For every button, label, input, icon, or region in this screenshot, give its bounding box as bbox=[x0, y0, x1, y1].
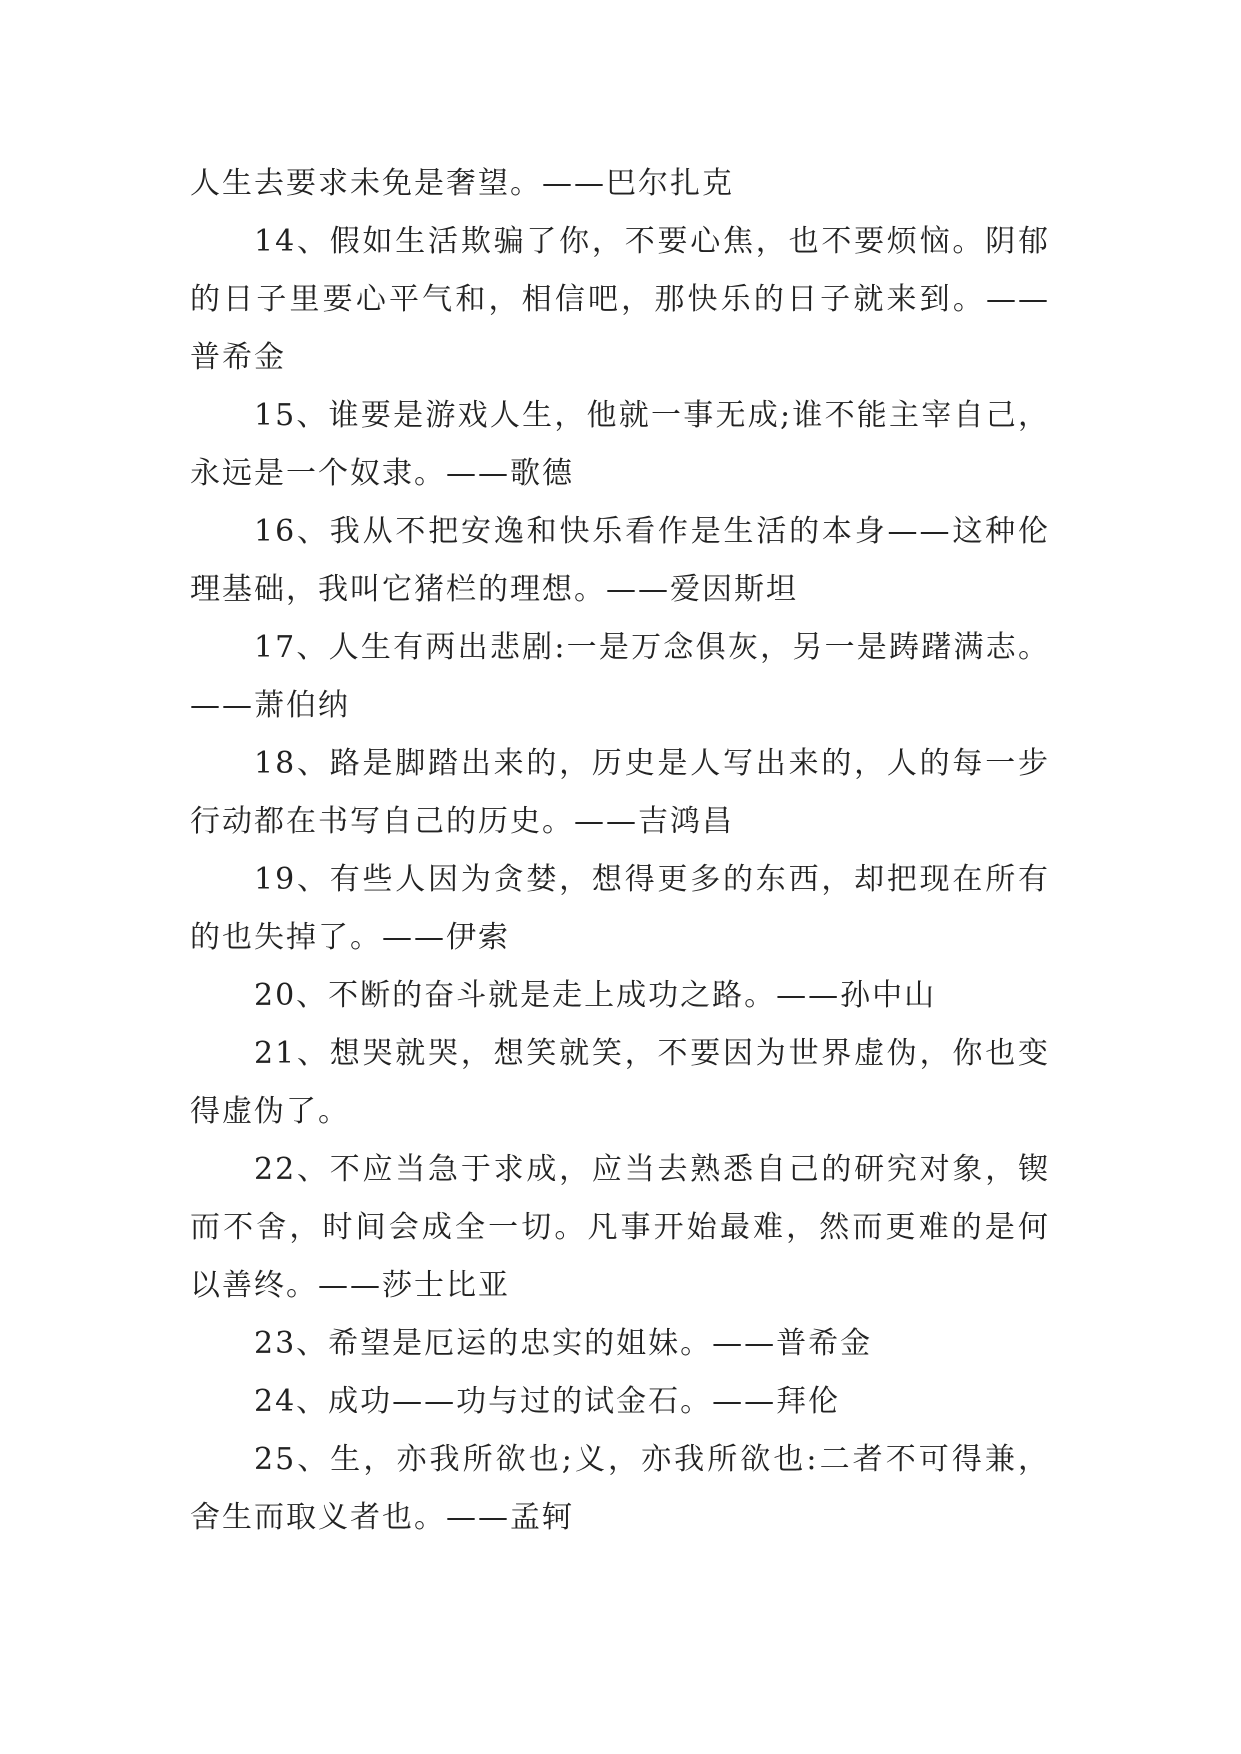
quote-item-21: 21、想哭就哭，想笑就笑，不要因为世界虚伪，你也变得虚伪了。 bbox=[190, 1036, 1050, 1129]
quote-item-15: 15、谁要是游戏人生，他就一事无成;谁不能主宰自己，永远是一个奴隶。——歌德 bbox=[190, 398, 1050, 491]
quote-item-24: 24、成功——功与过的试金石。——拜伦 bbox=[254, 1384, 841, 1419]
quote-item-20: 20、不断的奋斗就是走上成功之路。——孙中山 bbox=[254, 978, 937, 1013]
quote-item-23: 23、希望是厄运的忠实的姐妹。——普希金 bbox=[254, 1326, 873, 1361]
quote-item-22: 22、不应当急于求成，应当去熟悉自己的研究对象，锲而不舍，时间会成全一切。凡事开始最难，然而更难的是何以善终。——莎士比亚 bbox=[190, 1152, 1050, 1303]
quote-item-19: 19、有些人因为贪婪，想得更多的东西，却把现在所有的也失掉了。——伊索 bbox=[190, 862, 1050, 955]
quote-item-14: 14、假如生活欺骗了你，不要心焦，也不要烦恼。阴郁的日子里要心平气和，相信吧，那快乐的日子就来到。——普希金 bbox=[190, 224, 1050, 375]
quote-item-25: 25、生，亦我所欲也;义，亦我所欲也:二者不可得兼，舍生而取义者也。——孟轲 bbox=[190, 1442, 1050, 1535]
quote-item-18: 18、路是脚踏出来的，历史是人写出来的，人的每一步行动都在书写自己的历史。——吉鸿昌 bbox=[190, 746, 1050, 839]
quote-continuation: 人生去要求未免是奢望。——巴尔扎克 bbox=[190, 166, 734, 201]
quote-item-17: 17、人生有两出悲剧:一是万念俱灰，另一是踌躇满志。——萧伯纳 bbox=[190, 630, 1050, 723]
quote-item-16: 16、我从不把安逸和快乐看作是生活的本身——这种伦理基础，我叫它猪栏的理想。——爱因斯坦 bbox=[190, 514, 1050, 607]
quote-list bbox=[190, 155, 1050, 1547]
